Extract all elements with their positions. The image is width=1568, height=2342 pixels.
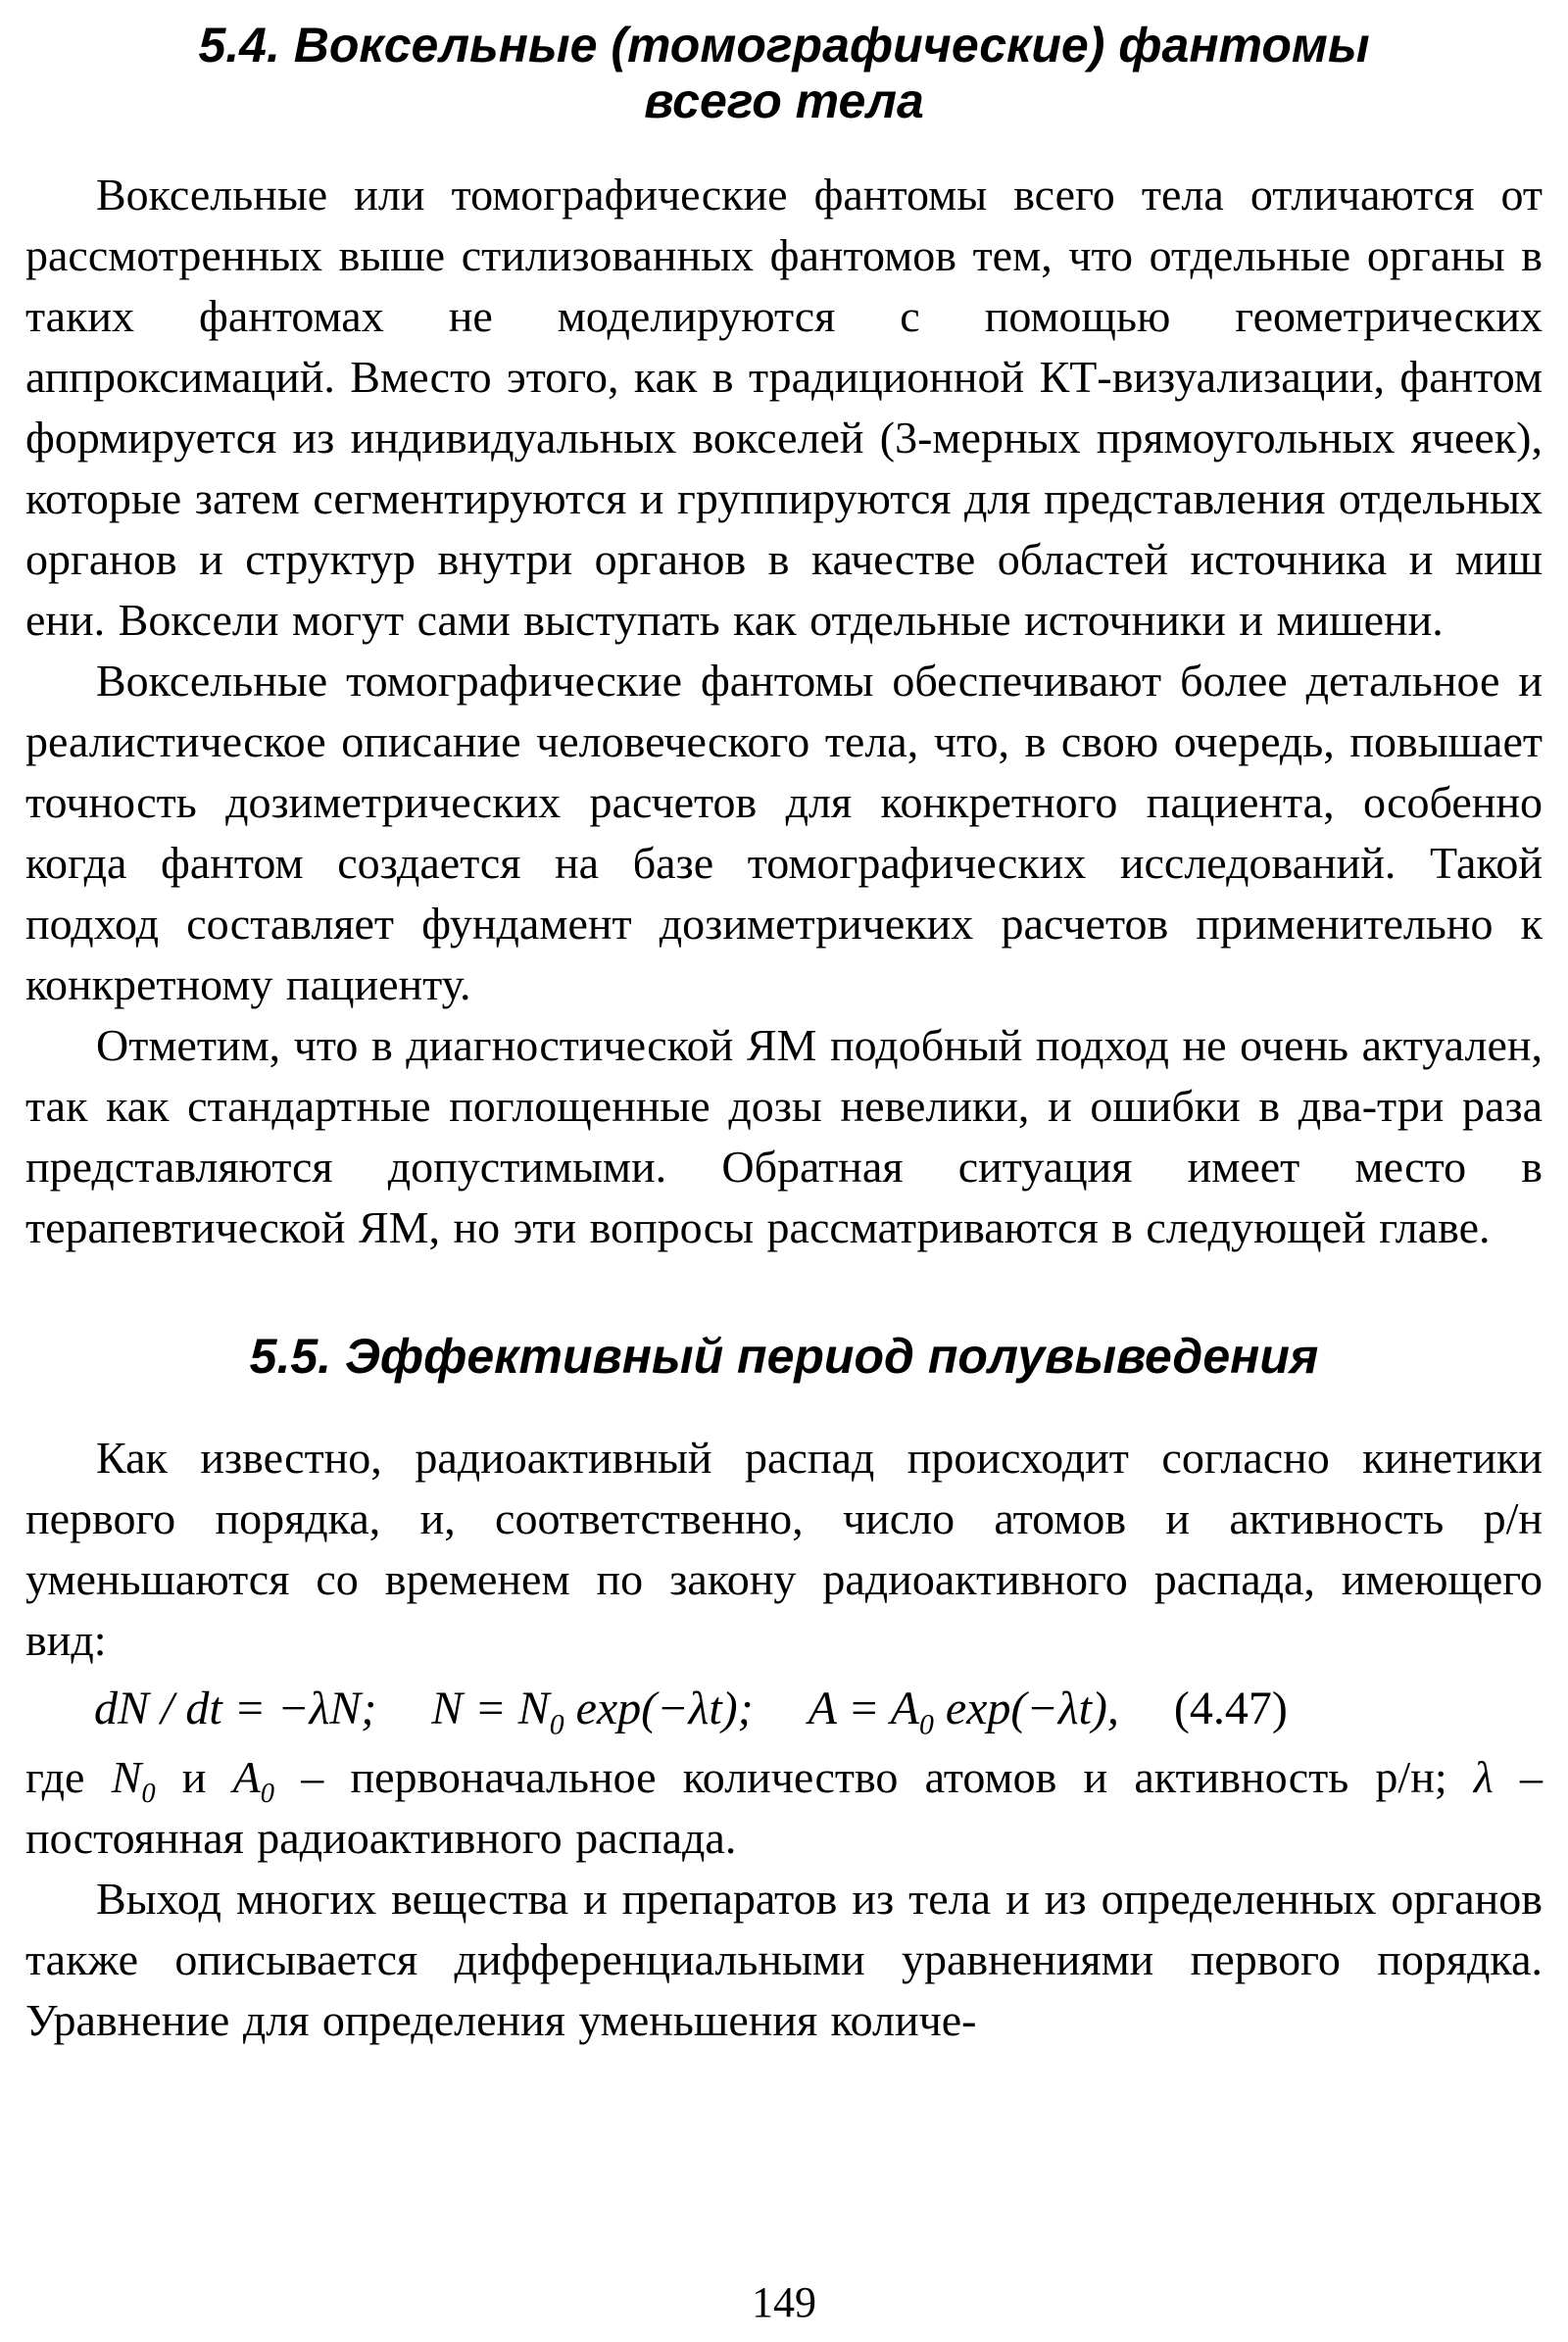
subscript-zero: 0 xyxy=(549,1708,564,1741)
decay-rate-equation: dN / dt = −λN; xyxy=(94,1683,377,1734)
atom-count-equation xyxy=(431,1683,754,1741)
page-number: 149 xyxy=(752,2277,816,2326)
section-5-5-heading: 5.5. Эффективный период полувыведения xyxy=(249,1329,1319,1384)
variable-lambda: λ xyxy=(1473,1752,1494,1802)
section-5-4-paragraph-1: Воксельные или томографические фантомы всего тела отличаются от рассмотренных выше стилизованных фантомов тем, что отдельные органы в таких фантомах не моделируются с помощью геометрических аппроксимаций. Вместо этого, как в традиционной КТ-визуализации, фантом формируется из индивидуальных вокселей (3-мерных прямоугольных ячеек), которые затем сегментируются и группируются для представления отдельных органов и структур внутри органов в качестве областей источника и миш ени. Воксели могут сами выступать как отдельные источники и мишени. xyxy=(25,170,1543,645)
legend-text: – первоначальное количество атомов и активность р/н; xyxy=(274,1752,1474,1802)
equation-text: exp(−λt), xyxy=(933,1683,1119,1734)
equation-text: A = A xyxy=(808,1683,919,1734)
variable-a0: A xyxy=(232,1752,261,1802)
equation-4-47 xyxy=(94,1677,1543,1741)
formula-legend-paragraph xyxy=(25,1747,1543,1869)
equation-text: exp(−λt); xyxy=(564,1683,754,1734)
subscript-zero: 0 xyxy=(141,1779,156,1810)
section-5-5-intro-paragraph: Как известно, радиоактивный распад происходит согласно кинетики первого порядка, и, соответственно, число атомов и активность р/н уменьшаются со временем по закону радиоактивного распада, имеющего вид: xyxy=(25,1433,1543,1665)
section-5-4-paragraph-2: Воксельные томографические фантомы обеспечивают более детальное и реалистическое описание человеческого тела, что, в свою очередь, повышает точность дозиметрических расчетов для конкретного пациента, особенно когда фантом создается на базе томографических исследований. Такой подход составляет фундамент дозиметричеких расчетов применительно к конкретному пациенту. xyxy=(25,656,1543,1009)
section-5-4-paragraph-3: Отметим, что в диагностической ЯМ подобный подход не очень актуален, так как стандартные поглощенные дозы невелики, и ошибки в два-три раза представляются допустимыми. Обратная ситуация имеет место в терапевтической ЯМ, но эти вопросы рассматриваются в следующей главе. xyxy=(25,1020,1543,1252)
section-5-4-heading: 5.4. Воксельные (томографические) фантомы всего тела xyxy=(198,18,1370,128)
subscript-zero: 0 xyxy=(260,1779,275,1810)
legend-text: где xyxy=(25,1752,112,1802)
equation-number: (4.47) xyxy=(1173,1683,1288,1734)
legend-text: и xyxy=(155,1752,233,1802)
subscript-zero: 0 xyxy=(918,1708,934,1741)
legend-text: – постоянная радиоактивного распада. xyxy=(25,1752,1543,1863)
equation-text: N = N xyxy=(431,1683,550,1734)
variable-n0: N xyxy=(111,1752,142,1802)
activity-equation xyxy=(808,1683,1119,1741)
section-5-5-closing-paragraph: Выход многих вещества и препаратов из тела и из определенных органов также описывается дифференциальными уравнениями первого порядка. Уравнение для определения уменьшения количе- xyxy=(25,1874,1543,2045)
